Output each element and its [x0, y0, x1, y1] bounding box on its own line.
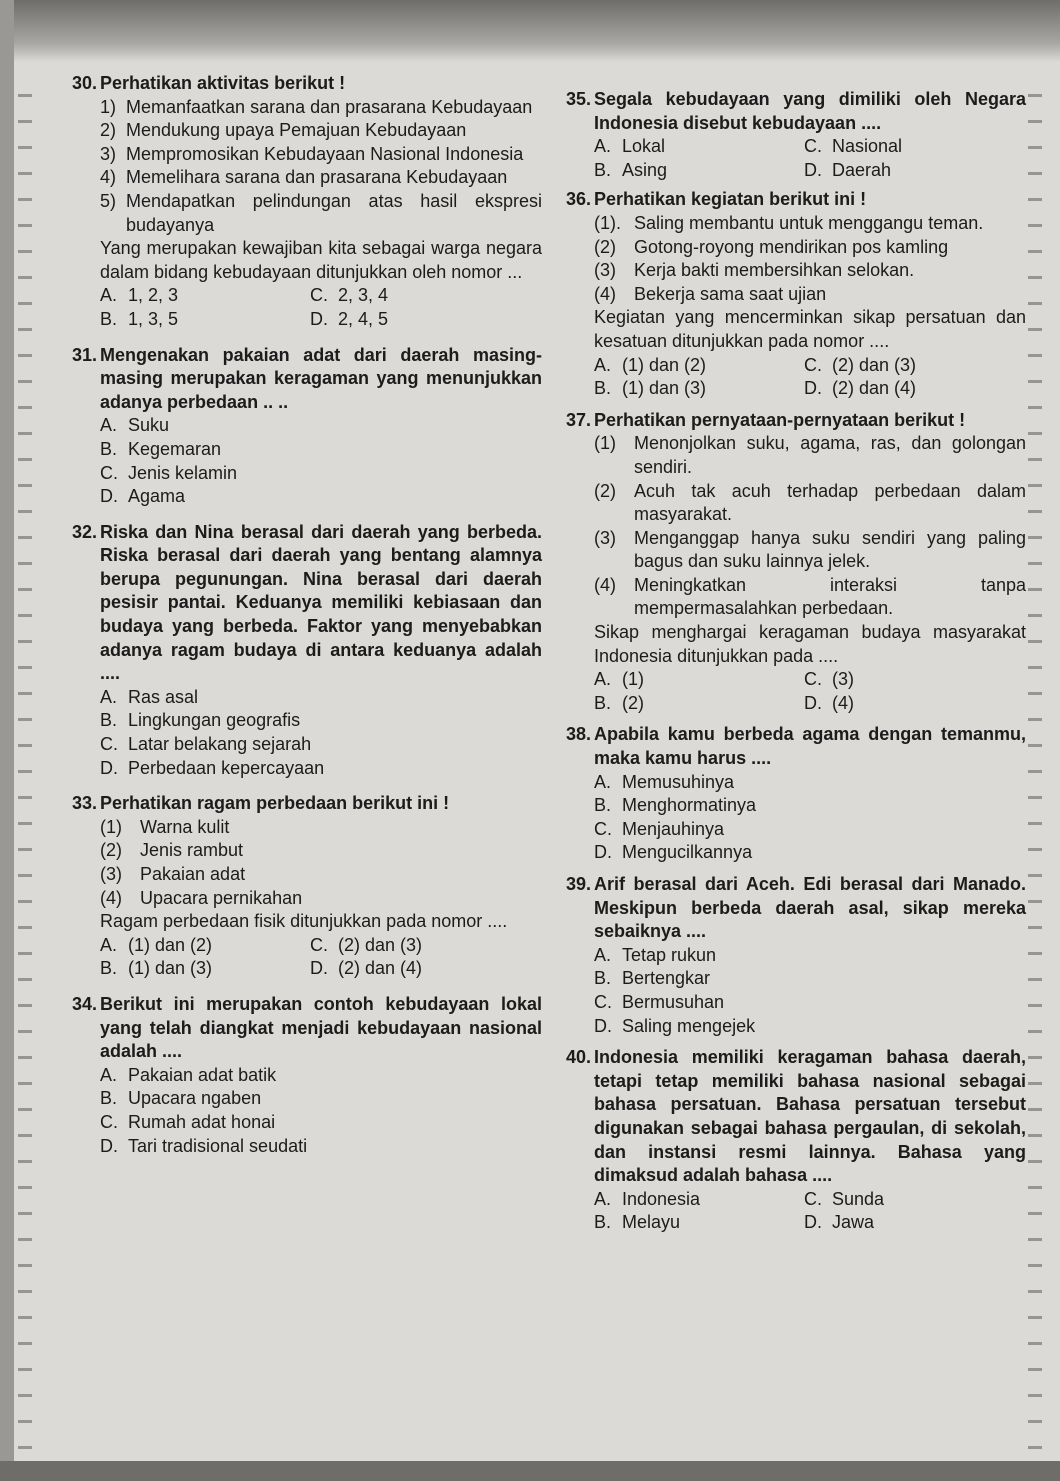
answer-options: [566, 668, 1026, 715]
question-stem: Perhatikan ragam perbedaan berikut ini !: [100, 793, 450, 814]
question-number: 31.: [72, 344, 98, 365]
question-number: 34.: [72, 993, 98, 1014]
answer-options: [72, 686, 542, 780]
answer-options: [72, 1064, 542, 1158]
question-number: 36.: [566, 189, 592, 210]
left-perforation: [18, 80, 32, 1470]
answer-options: [566, 771, 1026, 865]
question-number: 39.: [566, 874, 592, 894]
question-33: [72, 792, 542, 981]
answer-options: [566, 135, 1026, 182]
option-d[interactable]: D. Daerah: [804, 159, 892, 180]
question-number: 40.: [566, 1047, 592, 1068]
option-a[interactable]: A. Memusuhinya: [594, 771, 735, 792]
question-number: 30.: [72, 73, 98, 93]
option-b[interactable]: B. Menghormatinya: [594, 795, 757, 816]
option-a[interactable]: A. (1) dan (2): [100, 934, 213, 955]
option-d[interactable]: D. Agama: [100, 486, 186, 507]
option-d[interactable]: D. 2, 4, 5: [310, 308, 389, 329]
option-d[interactable]: D. Jawa: [804, 1212, 875, 1233]
question-stem: Perhatikan pernyataan-pernyataan berikut !: [594, 409, 966, 430]
list-item: (2) Jenis rambut: [100, 840, 244, 861]
question-31: [72, 344, 542, 509]
list-item: (4) Upacara pernikahan: [100, 887, 303, 908]
option-b[interactable]: B. (1) dan (3): [100, 958, 213, 979]
question-35: [566, 88, 1026, 182]
question-number: 38.: [566, 724, 592, 745]
question-number: 33.: [72, 793, 98, 814]
option-c[interactable]: C. Latar belakang sejarah: [100, 734, 312, 755]
answer-options: [566, 1188, 1026, 1235]
answer-options: [72, 414, 542, 508]
option-c[interactable]: C. Menjauhinya: [594, 818, 725, 839]
option-b[interactable]: B. Bertengkar: [594, 968, 711, 989]
option-b[interactable]: B. Kegemaran: [100, 438, 222, 459]
question-prompt: Ragam perbedaan fisik ditunjukkan pada nomor ....: [100, 911, 508, 932]
option-a[interactable]: A. Pakaian adat batik: [100, 1064, 277, 1085]
question-stem: Indonesia memiliki keragaman bahasa daerah, tetapi tetap memiliki bahasa nasional sebagai bahasa persatuan. Bahasa persatuan tersebut digunakan sebagai bahasa pergaulan, di sekolah, dan instansi resmi lainnya. Bahasa yang dimaksud adalah bahasa ....: [594, 1047, 1026, 1186]
question-stem: Apabila kamu berbeda agama dengan temanmu, maka kamu harus ....: [594, 724, 1026, 769]
option-d[interactable]: D. (2) dan (4): [310, 958, 423, 979]
question-number: 32.: [72, 521, 98, 542]
list-item: (1). Saling membantu untuk menggangu teman.: [594, 212, 984, 233]
option-b[interactable]: B. Melayu: [594, 1212, 681, 1233]
option-a[interactable]: A. Lokal: [594, 136, 666, 157]
list-item: (1) Menonjolkan suku, agama, ras, dan golongan sendiri.: [594, 433, 1026, 477]
option-c[interactable]: C. (3): [804, 669, 854, 690]
list-item: 3) Mempromosikan Kebudayaan Nasional Indonesia: [100, 143, 524, 164]
option-a[interactable]: A. Suku: [100, 415, 170, 436]
right-perforation: [1028, 80, 1042, 1470]
question-stem: Riska dan Nina berasal dari daerah yang berbeda. Riska berasal dari daerah yang bentang alamnya berupa pegunungan. Nina berasal dari daerah pesisir pantai. Keduanya memiliki kebiasaan dan budaya yang berbeda. Faktor yang menyebabkan adanya ragam budaya di antara keduanya adalah ....: [100, 521, 542, 684]
option-b[interactable]: B. 1, 3, 5: [100, 308, 179, 329]
option-b[interactable]: B. Asing: [594, 159, 668, 180]
question-34: [72, 993, 542, 1158]
answer-options: [566, 354, 1026, 401]
option-a[interactable]: A. Tetap rukun: [594, 944, 717, 965]
question-30: [72, 72, 542, 332]
question-37: [566, 409, 1026, 716]
option-c[interactable]: C. (2) dan (3): [804, 354, 917, 375]
option-c[interactable]: C. (2) dan (3): [310, 934, 423, 955]
list-item: (4) Meningkatkan interaksi tanpa mempermasalahkan perbedaan.: [594, 574, 1026, 619]
option-d[interactable]: D. Saling mengejek: [594, 1015, 756, 1036]
question-prompt: Sikap menghargai keragaman budaya masyarakat Indonesia ditunjukkan pada ....: [594, 622, 1026, 666]
list-item: (2) Gotong-royong mendirikan pos kamling: [594, 236, 949, 257]
list-item: (1) Warna kulit: [100, 816, 230, 837]
list-item: (3) Pakaian adat: [100, 864, 246, 884]
question-stem: Mengenakan pakaian adat dari daerah masing-masing merupakan keragaman yang menunjukkan adanya perbedaan .. ..: [100, 344, 542, 412]
question-36: [566, 188, 1026, 400]
question-40: [566, 1046, 1026, 1235]
list-item: 2) Mendukung upaya Pemajuan Kebudayaan: [100, 120, 467, 141]
list-item: 4) Memelihara sarana dan prasarana Kebudayaan: [100, 167, 508, 188]
question-39: [566, 873, 1026, 1038]
question-stem: Perhatikan aktivitas berikut !: [100, 73, 346, 93]
right-column: [566, 88, 1026, 1235]
question-prompt: Kegiatan yang mencerminkan sikap persatuan dan kesatuan ditunjukkan pada nomor ....: [594, 307, 1026, 351]
option-a[interactable]: A. Indonesia: [594, 1188, 701, 1209]
question-number: 37.: [566, 409, 592, 430]
option-b[interactable]: B. Upacara ngaben: [100, 1088, 262, 1109]
question-number: 35.: [566, 89, 592, 109]
answer-options: [72, 934, 542, 981]
list-item: (3) Kerja bakti membersihkan selokan.: [594, 260, 915, 281]
option-c[interactable]: C. 2, 3, 4: [310, 285, 389, 306]
option-c[interactable]: C. Nasional: [804, 136, 903, 157]
option-a[interactable]: A. (1) dan (2): [594, 354, 707, 375]
option-c[interactable]: C. Rumah adat honai: [100, 1111, 276, 1132]
question-stem: Berikut ini merupakan contoh kebudayaan lokal yang telah diangkat menjadi kebudayaan nasional adalah ....: [100, 993, 542, 1062]
option-d[interactable]: D. Tari tradisional seudati: [100, 1135, 308, 1156]
list-item: 1) Memanfaatkan sarana dan prasarana Kebudayaan: [100, 96, 533, 117]
option-a[interactable]: A. Ras asal: [100, 686, 199, 707]
page-bottom-edge: [0, 1461, 1060, 1481]
option-a[interactable]: A. (1): [594, 669, 644, 690]
list-item: 5) Mendapatkan pelindungan atas hasil ekspresi budayanya: [100, 190, 542, 235]
option-d[interactable]: D. (4): [804, 692, 854, 713]
list-item: (2) Acuh tak acuh terhadap perbedaan dalam masyarakat.: [594, 480, 1026, 525]
option-b[interactable]: B. (2): [594, 692, 644, 713]
option-b[interactable]: B. (1) dan (3): [594, 378, 707, 399]
option-d[interactable]: D. (2) dan (4): [804, 378, 917, 399]
question-38: [566, 723, 1026, 865]
option-c[interactable]: C. Sunda: [804, 1188, 885, 1209]
question-stem: Arif berasal dari Aceh. Edi berasal dari Manado. Meskipun berbeda daerah asal, sikap mereka sebaiknya ....: [594, 874, 1026, 942]
answer-options: [566, 944, 1026, 1038]
option-a[interactable]: A. 1, 2, 3: [100, 285, 179, 306]
option-d[interactable]: D. Perbedaan kepercayaan: [100, 757, 325, 778]
question-stem: Segala kebudayaan yang dimiliki oleh Negara Indonesia disebut kebudayaan ....: [594, 89, 1026, 133]
left-column: [72, 72, 542, 1158]
option-c[interactable]: C. Jenis kelamin: [100, 462, 238, 483]
option-c[interactable]: C. Bermusuhan: [594, 991, 725, 1012]
binding-edge: [0, 0, 14, 1481]
question-prompt: Yang merupakan kewajiban kita sebagai warga negara dalam bidang kebudayaan ditunjukkan oleh nomor ...: [100, 238, 542, 282]
page-top-shadow: [0, 0, 1060, 62]
option-d[interactable]: D. Mengucilkannya: [594, 842, 753, 863]
option-b[interactable]: B. Lingkungan geografis: [100, 710, 301, 731]
question-stem: Perhatikan kegiatan berikut ini !: [594, 189, 867, 210]
list-item: (3) Menganggap hanya suku sendiri yang paling bagus dan suku lainnya jelek.: [594, 527, 1026, 572]
list-item: (4) Bekerja sama saat ujian: [594, 283, 827, 304]
answer-options: [72, 284, 542, 331]
question-32: [72, 521, 542, 781]
